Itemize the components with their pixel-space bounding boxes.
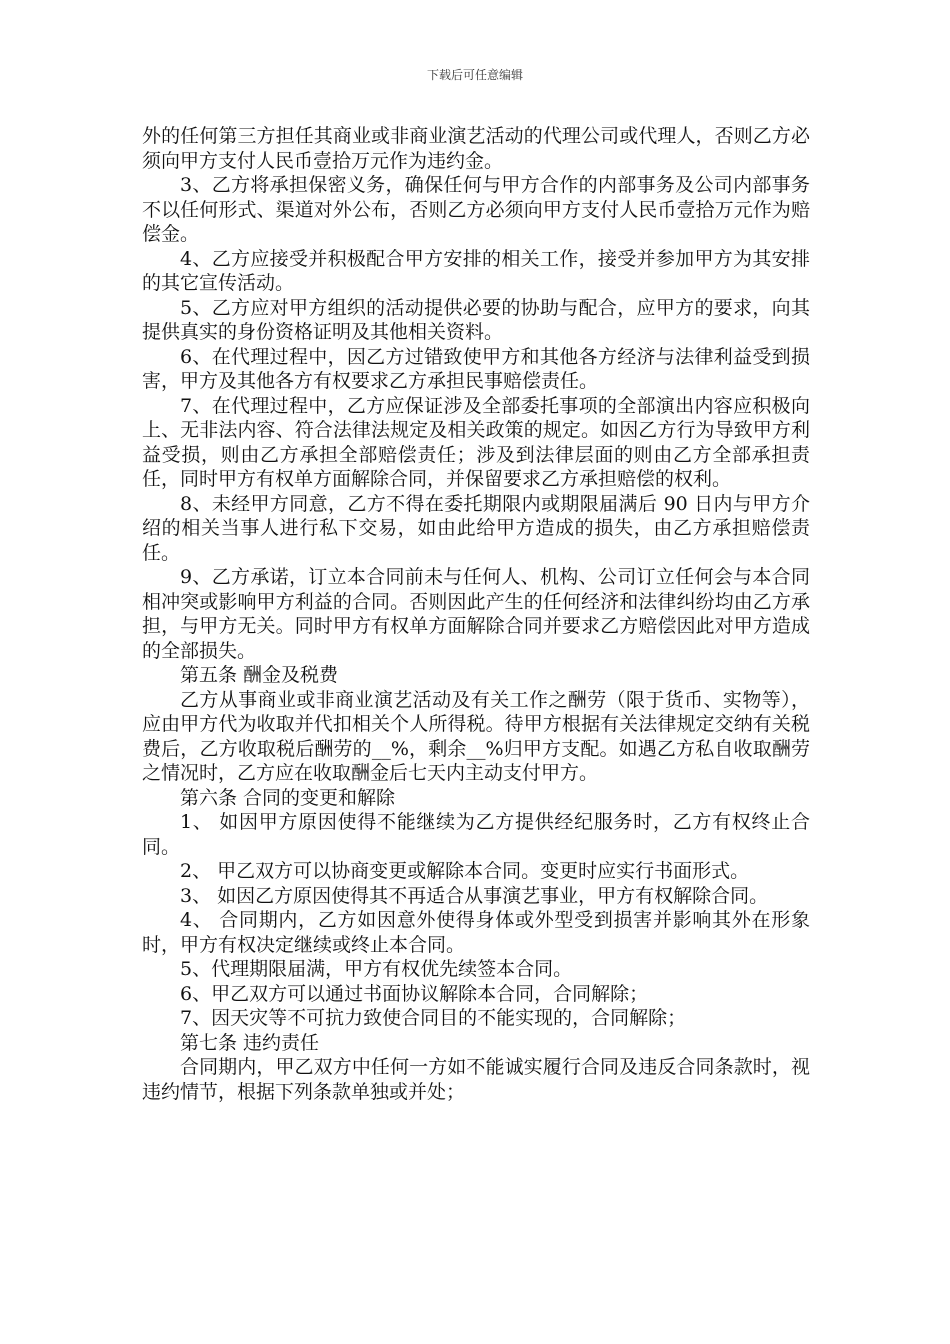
paragraph-termination-5: 5、代理期限届满，甲方有权优先续签本合同。: [180, 958, 573, 980]
page-header-note: 下载后可任意编辑: [426, 68, 523, 82]
paragraph-item-8-private-trade: 8、未经甲方同意，乙方不得在委托期限内或期限届满后 90 日内与甲方介绍的相关当事人进行私下交易，如由此给甲方造成的损失，由乙方承担赔偿责任。: [142, 492, 810, 564]
paragraph-item-7-content-compliance: 7、在代理过程中，乙方应保证涉及全部委托事项的全部演出内容应积极向上、无非法内容、符合法律法规定及相关政策的规定。如因乙方行为导致甲方利益受损，则由乙方承担全部赔偿责任；涉及到法律层面的则由乙方全部承担责任，同时甲方有权单方面解除合同，并保留要求乙方承担赔偿的权利。: [142, 394, 810, 490]
document-body: [142, 124, 810, 1104]
paragraph-clause-continuation: 外的任何第三方担任其商业或非商业演艺活动的代理公司或代理人，否则乙方必须向甲方支付人民币壹拾万元作为违约金。: [142, 125, 810, 172]
section-heading-article-7: 第七条 违约责任: [180, 1031, 320, 1054]
paragraph-item-6-liability: 6、在代理过程中，因乙方过错致使甲方和其他各方经济与法律利益受到损害，甲方及其他各方有权要求乙方承担民事赔偿责任。: [142, 345, 810, 392]
paragraph-termination-6: 6、甲乙双方可以通过书面协议解除本合同，合同解除；: [180, 982, 649, 1005]
paragraph-termination-4: 4、 合同期内，乙方如因意外使得身体或外型受到损害并影响其外在形象时，甲方有权决定继续或终止本合同。: [142, 909, 810, 956]
paragraph-termination-1: 1、 如因甲方原因使得不能继续为乙方提供经纪服务时，乙方有权终止合同。: [142, 811, 810, 858]
section-heading-article-6: 第六条 合同的变更和解除: [180, 786, 396, 809]
paragraph-item-3-confidentiality: 3、乙方将承担保密义务，确保任何与甲方合作的内部事务及公司内部事务不以任何形式、渠道对外公布，否则乙方必须向甲方支付人民币壹拾万元作为赔偿金。: [142, 174, 810, 245]
paragraph-termination-2: 2、 甲乙双方可以协商变更或解除本合同。变更时应实行书面形式。: [180, 860, 750, 882]
paragraph-termination-3: 3、 如因乙方原因使得其不再适合从事演艺事业，甲方有权解除合同。: [180, 884, 769, 907]
paragraph-remuneration: 乙方从事商业或非商业演艺活动及有关工作之酬劳（限于货币、实物等），应由甲方代为收取并代扣相关个人所得税。待甲方根据有关法律规定交纳有关税费后，乙方收取税后酬劳的__%，剩余__%归甲方支配。如遇乙方私自收取酬劳之情况时，乙方应在收取酬金后七天内主动支付甲方。: [142, 688, 810, 784]
paragraph-termination-7: 7、因天灾等不可抗力致使合同目的不能实现的，合同解除；: [180, 1007, 687, 1029]
paragraph-breach-liability: 合同期内，甲乙双方中任何一方如不能诚实履行合同及违反合同条款时，视违约情节，根据下列条款单独或并处；: [142, 1056, 810, 1103]
paragraph-item-4-cooperation: 4、乙方应接受并积极配合甲方安排的相关工作，接受并参加甲方为其安排的其它宣传活动。: [142, 247, 810, 294]
paragraph-item-5-assistance: 5、乙方应对甲方组织的活动提供必要的协助与配合，应甲方的要求，向其提供真实的身份资格证明及其他相关资料。: [142, 296, 810, 343]
paragraph-item-9-commitment: 9、乙方承诺，订立本合同前未与任何人、机构、公司订立任何会与本合同相冲突或影响甲方利益的合同。否则因此产生的任何经济和法律纠纷均由乙方承担，与甲方无关。同时甲方有权单方面解除合同并要求乙方赔偿因此对甲方造成的全部损失。: [142, 566, 810, 662]
section-heading-article-5: 第五条 酬金及税费: [180, 664, 339, 686]
